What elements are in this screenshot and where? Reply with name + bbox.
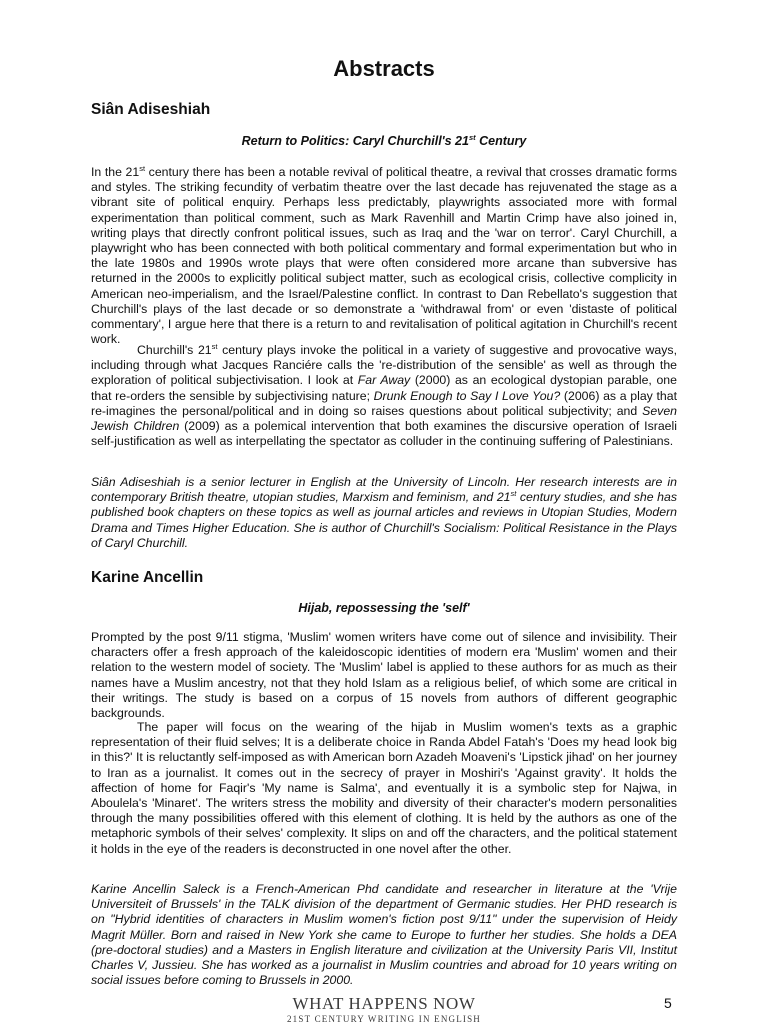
- text-run: In the 21: [91, 165, 140, 179]
- paper-title-text: Return to Politics: Caryl Churchill's 21: [241, 134, 469, 148]
- play-title: Far Away: [357, 373, 411, 388]
- author-name: Siân Adiseshiah: [91, 101, 211, 118]
- superscript: st: [468, 133, 476, 142]
- paper-title: [91, 134, 677, 148]
- text-run: Churchill's 21: [137, 343, 212, 357]
- text-run: century there has been a notable revival of political theatre, a revival that crosses dramatic forms and styles. The striking fecundity of verbatim theatre over the last decade has rejuvenated the stage as a vibrant site of political enquiry. Perhaps less predictably, playwrights associated more with formal experimentation than political comment, such as Mark Ravenhill and Martin Crimp have also joined in, writing plays that directly confront political issues, such as Iraq and the 'war on terror'. Caryl Churchill, a playwright who has been connected with both political commentary and formal experimentation but who in the late 1980s and 1990s wrote plays that were often considered more arcane than subversive has returned in the 2000s to explicitly political subject matter, such as ecological crisis, collective complicity in American neo-imperialism, and the Israel/Palestine conflict. In contrast to Dan Rebellato's suggestion that Churchill's plays of the last decade or so demonstrate a 'withdrawal from' or even 'distaste of political commentary', I argue here that there is a return to and revitalisation of political agitation in Churchill's recent work.: [91, 165, 677, 347]
- page-number: 5: [664, 995, 672, 1011]
- text-run: Siân Adiseshiah is a senior lecturer in English at the University of Lincoln. Her research interests are in contemporary British theatre, utopian studies, Marxism and feminism, and 21: [91, 475, 677, 505]
- author-name: Karine Ancellin: [91, 569, 204, 586]
- abstract-paragraph: The paper will focus on the wearing of the hijab in Muslim women's texts as a graphic representation of their fluid selves; It is a deliberate choice in Randa Abdel Fatah's 'Does my head look big in this?' It is reluctantly self-imposed as with American born Azadeh Moaveni's 'Lipstick jihad' on her journey to Iran as a journalist. It comes out in the secrecy of prayer in Moshiri's 'Against gravity'. It holds the affection of home for Faqir's 'My name is Salma', and eventually it is a symbolic step for Najwa, in Aboulela's 'Minaret'. The writers stress the mobility and diversity of their character's modern personalities through the many possibilities offered with this element of clothing. It is held by the authors as one of the metaphoric symbols of their selves' complexity. It slips on and off the characters, and the political statement it holds in the eye of the readers is deconstructed in one novel after the other.: [91, 720, 677, 856]
- paper-title: Hijab, repossessing the 'self': [298, 601, 470, 615]
- superscript: st: [139, 164, 146, 173]
- abstract-paragraph: Prompted by the post 9/11 stigma, 'Muslim' women writers have come out of silence and invisibility. Their characters offer a fresh approach of the kaleidoscopic identities of modern era 'Muslim' women and their relation to the western model of society. The 'Muslim' label is applied to these authors for as much as their names have a Muslim ancestry, not that they hold Islam as a religious belief, of which some are critical in their writings. The study is based on a corpus of 15 novels from authors of different geographic backgrounds.: [91, 630, 677, 721]
- superscript: st: [510, 489, 517, 499]
- play-title: Drunk Enough to Say I Love You?: [373, 388, 561, 403]
- play-title: Seven Jewish Children: [91, 403, 677, 434]
- text-run: century plays invoke the political in a variety of suggestive and provocative ways, including through what Jacques Ranciére calls the 're-distribution of the sensible' as well as through the exploration of political subjectivisation. I look at: [91, 343, 677, 388]
- footer-journal-subtitle: 21ST CENTURY WRITING IN ENGLISH: [286, 1014, 482, 1024]
- text-run: (2006) as a play that re-imagines the personal/political and in doing so raises questions about political subjectivity; and: [91, 388, 677, 418]
- text-run: (2009) as a polemical intervention that both examines the discursive operation of Israeli self-justification as well as interpellating the spectator as colluder in the continuing suffering of Palestinians.: [91, 419, 677, 449]
- abstract-paragraph: [91, 165, 677, 347]
- author-bio: [91, 475, 677, 551]
- footer-journal-title: WHAT HAPPENS NOW: [292, 994, 476, 1013]
- text-run: century studies, and she has published book chapters on these topics as well as journal articles and reviews in Utopian Studies, Modern Drama and Times Higher Education. She is author of Churchill's Socialism: Political Resistance in the Plays of Caryl Churchill.: [91, 490, 677, 550]
- abstract-paragraph: [91, 343, 677, 449]
- text-run: (2000) as an ecological dystopian parable, one that re-orders the sensible by subjectivising nature;: [91, 373, 677, 403]
- superscript: st: [211, 342, 218, 351]
- page-title: Abstracts: [333, 56, 435, 81]
- paper-title-text: Century: [475, 134, 527, 148]
- author-bio: Karine Ancellin Saleck is a French-American Phd candidate and researcher in literature at the 'Vrije Universiteit of Brussels' in the TALK division of the department of Germanic studies. Her PHD research is on "Hybrid identities of characters in Muslim women's fiction post 9/11" under the supervision of Heidy Magrit Müller. Born and raised in New York she came to Europe to further her studies. She holds a DEA (pre-doctoral studies) and a Masters in English literature and civilization at the University Paris VII, Institut Charles V, Jussieu. She has worked as a journalist in Muslim countries and abroad for 10 years writing on social issues before coming to Brussels in 2000.: [91, 882, 677, 988]
